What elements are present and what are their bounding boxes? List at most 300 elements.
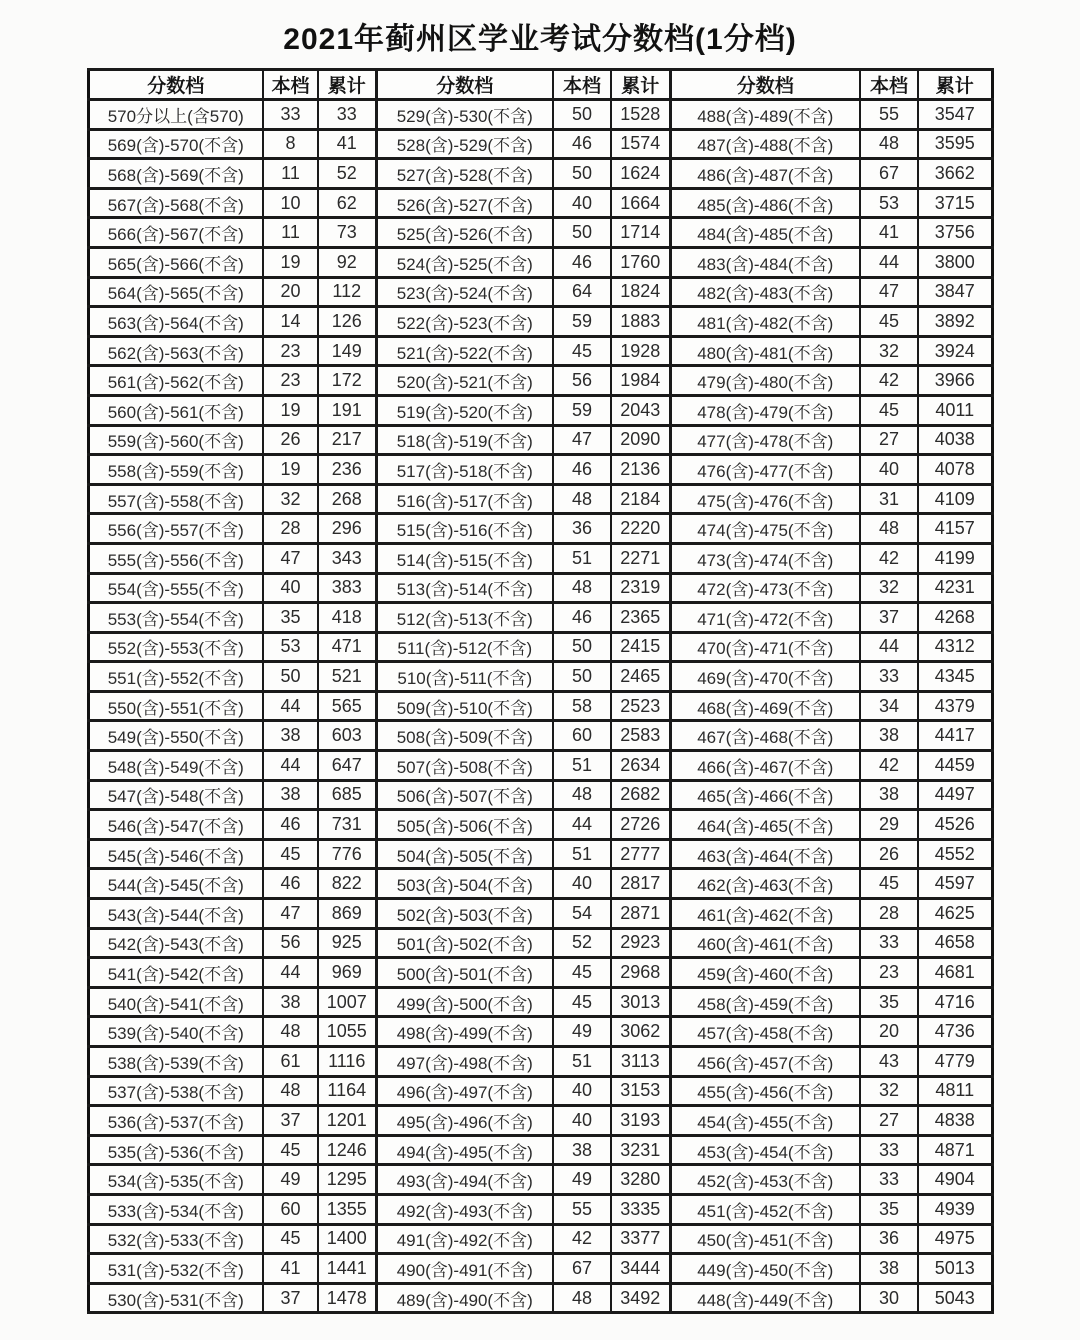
cumulative-cell: 3847 (918, 277, 992, 307)
cumulative-cell: 4109 (918, 484, 992, 514)
cumulative-cell: 3335 (611, 1194, 670, 1224)
table-row (88, 425, 992, 455)
cumulative-cell: 3547 (918, 100, 992, 130)
cumulative-cell: 2817 (611, 869, 670, 899)
count-cell: 47 (553, 425, 611, 455)
cumulative-cell: 236 (318, 455, 376, 485)
table-row (88, 188, 992, 218)
count-cell: 47 (860, 277, 918, 307)
cumulative-cell: 4268 (918, 603, 992, 633)
count-cell: 41 (263, 1254, 318, 1284)
count-cell: 64 (553, 277, 611, 307)
band-cell: 462(含)-463(不含) (670, 869, 860, 899)
band-cell: 488(含)-489(不含) (670, 100, 860, 130)
band-cell: 544(含)-545(不含) (88, 869, 263, 899)
count-cell: 32 (860, 1076, 918, 1106)
count-cell: 45 (860, 307, 918, 337)
band-cell: 567(含)-568(不含) (88, 188, 263, 218)
band-cell: 518(含)-519(不含) (376, 425, 553, 455)
band-cell: 493(含)-494(不含) (376, 1165, 553, 1195)
count-cell: 28 (263, 514, 318, 544)
count-cell: 49 (553, 1017, 611, 1047)
cumulative-cell: 1574 (611, 129, 670, 159)
band-cell: 471(含)-472(不含) (670, 603, 860, 633)
count-cell: 23 (263, 336, 318, 366)
cumulative-cell: 4736 (918, 1017, 992, 1047)
band-cell: 543(含)-544(不含) (88, 899, 263, 929)
band-cell: 561(含)-562(不含) (88, 366, 263, 396)
band-cell: 479(含)-480(不含) (670, 366, 860, 396)
band-cell: 560(含)-561(不含) (88, 395, 263, 425)
count-cell: 38 (860, 1254, 918, 1284)
band-cell: 530(含)-531(不含) (88, 1283, 263, 1313)
cumulative-cell: 1055 (318, 1017, 376, 1047)
table-row (88, 780, 992, 810)
band-cell: 527(含)-528(不含) (376, 159, 553, 189)
count-cell: 46 (553, 603, 611, 633)
cumulative-cell: 731 (318, 810, 376, 840)
cumulative-cell: 4625 (918, 899, 992, 929)
count-cell: 43 (860, 1047, 918, 1077)
cumulative-cell: 3377 (611, 1224, 670, 1254)
column-header-count-1: 本档 (263, 70, 318, 100)
cumulative-cell: 4658 (918, 928, 992, 958)
band-cell: 482(含)-483(不含) (670, 277, 860, 307)
cumulative-cell: 33 (318, 100, 376, 130)
count-cell: 44 (263, 691, 318, 721)
count-cell: 40 (553, 869, 611, 899)
band-cell: 517(含)-518(不含) (376, 455, 553, 485)
band-cell: 516(含)-517(不含) (376, 484, 553, 514)
table-row (88, 159, 992, 189)
cumulative-cell: 2319 (611, 573, 670, 603)
cumulative-cell: 2726 (611, 810, 670, 840)
table-row (88, 1047, 992, 1077)
count-cell: 55 (860, 100, 918, 130)
band-cell: 452(含)-453(不含) (670, 1165, 860, 1195)
count-cell: 45 (263, 839, 318, 869)
table-row (88, 1106, 992, 1136)
count-cell: 50 (553, 100, 611, 130)
cumulative-cell: 383 (318, 573, 376, 603)
table-row (88, 573, 992, 603)
cumulative-cell: 565 (318, 691, 376, 721)
count-cell: 11 (263, 218, 318, 248)
cumulative-cell: 4459 (918, 751, 992, 781)
table-row (88, 691, 992, 721)
table-row (88, 1283, 992, 1313)
band-cell: 564(含)-565(不含) (88, 277, 263, 307)
count-cell: 34 (860, 691, 918, 721)
band-cell: 454(含)-455(不含) (670, 1106, 860, 1136)
cumulative-cell: 1400 (318, 1224, 376, 1254)
count-cell: 19 (263, 455, 318, 485)
cumulative-cell: 126 (318, 307, 376, 337)
band-cell: 515(含)-516(不含) (376, 514, 553, 544)
cumulative-cell: 4871 (918, 1135, 992, 1165)
count-cell: 46 (553, 129, 611, 159)
band-cell: 495(含)-496(不含) (376, 1106, 553, 1136)
cumulative-cell: 3280 (611, 1165, 670, 1195)
cumulative-cell: 4312 (918, 632, 992, 662)
cumulative-cell: 1928 (611, 336, 670, 366)
cumulative-cell: 2043 (611, 395, 670, 425)
cumulative-cell: 1246 (318, 1135, 376, 1165)
cumulative-cell: 1295 (318, 1165, 376, 1195)
cumulative-cell: 1664 (611, 188, 670, 218)
cumulative-cell: 3062 (611, 1017, 670, 1047)
count-cell: 8 (263, 129, 318, 159)
count-cell: 28 (860, 899, 918, 929)
band-cell: 513(含)-514(不含) (376, 573, 553, 603)
count-cell: 48 (553, 780, 611, 810)
cumulative-cell: 3662 (918, 159, 992, 189)
band-cell: 494(含)-495(不含) (376, 1135, 553, 1165)
cumulative-cell: 4199 (918, 543, 992, 573)
band-cell: 541(含)-542(不含) (88, 958, 263, 988)
count-cell: 35 (860, 1194, 918, 1224)
band-cell: 501(含)-502(不含) (376, 928, 553, 958)
count-cell: 19 (263, 395, 318, 425)
count-cell: 40 (553, 1106, 611, 1136)
band-cell: 553(含)-554(不含) (88, 603, 263, 633)
band-cell: 528(含)-529(不含) (376, 129, 553, 159)
cumulative-cell: 603 (318, 721, 376, 751)
cumulative-cell: 4975 (918, 1224, 992, 1254)
count-cell: 19 (263, 247, 318, 277)
band-cell: 565(含)-566(不含) (88, 247, 263, 277)
cumulative-cell: 4497 (918, 780, 992, 810)
band-cell: 504(含)-505(不含) (376, 839, 553, 869)
count-cell: 33 (860, 928, 918, 958)
count-cell: 46 (553, 247, 611, 277)
band-cell: 450(含)-451(不含) (670, 1224, 860, 1254)
band-cell: 449(含)-450(不含) (670, 1254, 860, 1284)
cumulative-cell: 52 (318, 159, 376, 189)
cumulative-cell: 4779 (918, 1047, 992, 1077)
count-cell: 48 (860, 514, 918, 544)
count-cell: 50 (553, 159, 611, 189)
cumulative-cell: 1984 (611, 366, 670, 396)
cumulative-cell: 1116 (318, 1047, 376, 1077)
band-cell: 540(含)-541(不含) (88, 987, 263, 1017)
count-cell: 49 (263, 1165, 318, 1195)
table-row (88, 721, 992, 751)
count-cell: 61 (263, 1047, 318, 1077)
table-row (88, 100, 992, 130)
band-cell: 503(含)-504(不含) (376, 869, 553, 899)
cumulative-cell: 1883 (611, 307, 670, 337)
cumulative-cell: 3595 (918, 129, 992, 159)
table-row (88, 247, 992, 277)
count-cell: 42 (860, 543, 918, 573)
count-cell: 37 (860, 603, 918, 633)
count-cell: 41 (860, 218, 918, 248)
band-cell: 551(含)-552(不含) (88, 662, 263, 692)
band-cell: 466(含)-467(不含) (670, 751, 860, 781)
count-cell: 67 (860, 159, 918, 189)
count-cell: 11 (263, 159, 318, 189)
count-cell: 38 (263, 721, 318, 751)
count-cell: 44 (263, 958, 318, 988)
cumulative-cell: 2365 (611, 603, 670, 633)
band-cell: 532(含)-533(不含) (88, 1224, 263, 1254)
count-cell: 44 (860, 632, 918, 662)
cumulative-cell: 4526 (918, 810, 992, 840)
count-cell: 38 (263, 987, 318, 1017)
band-cell: 470(含)-471(不含) (670, 632, 860, 662)
count-cell: 35 (860, 987, 918, 1017)
count-cell: 37 (263, 1106, 318, 1136)
count-cell: 31 (860, 484, 918, 514)
cumulative-cell: 418 (318, 603, 376, 633)
band-cell: 556(含)-557(不含) (88, 514, 263, 544)
band-cell: 523(含)-524(不含) (376, 277, 553, 307)
band-cell: 486(含)-487(不含) (670, 159, 860, 189)
column-header-band-3: 分数档 (670, 70, 860, 100)
cumulative-cell: 3966 (918, 366, 992, 396)
count-cell: 40 (860, 455, 918, 485)
cumulative-cell: 2220 (611, 514, 670, 544)
band-cell: 448(含)-449(不含) (670, 1283, 860, 1313)
cumulative-cell: 3013 (611, 987, 670, 1017)
cumulative-cell: 1528 (611, 100, 670, 130)
band-cell: 492(含)-493(不含) (376, 1194, 553, 1224)
cumulative-cell: 647 (318, 751, 376, 781)
count-cell: 32 (860, 573, 918, 603)
band-cell: 456(含)-457(不含) (670, 1047, 860, 1077)
table-row (88, 928, 992, 958)
band-cell: 478(含)-479(不含) (670, 395, 860, 425)
band-cell: 562(含)-563(不含) (88, 336, 263, 366)
band-cell: 468(含)-469(不含) (670, 691, 860, 721)
count-cell: 48 (553, 573, 611, 603)
cumulative-cell: 2583 (611, 721, 670, 751)
count-cell: 20 (860, 1017, 918, 1047)
band-cell: 465(含)-466(不含) (670, 780, 860, 810)
band-cell: 557(含)-558(不含) (88, 484, 263, 514)
cumulative-cell: 869 (318, 899, 376, 929)
band-cell: 510(含)-511(不含) (376, 662, 553, 692)
band-cell: 453(含)-454(不含) (670, 1135, 860, 1165)
band-cell: 476(含)-477(不含) (670, 455, 860, 485)
band-cell: 490(含)-491(不含) (376, 1254, 553, 1284)
count-cell: 30 (860, 1283, 918, 1313)
band-cell: 519(含)-520(不含) (376, 395, 553, 425)
count-cell: 48 (263, 1076, 318, 1106)
cumulative-cell: 4838 (918, 1106, 992, 1136)
cumulative-cell: 4011 (918, 395, 992, 425)
cumulative-cell: 2090 (611, 425, 670, 455)
table-header-row (88, 70, 992, 100)
count-cell: 45 (263, 1224, 318, 1254)
cumulative-cell: 3153 (611, 1076, 670, 1106)
count-cell: 54 (553, 899, 611, 929)
count-cell: 45 (263, 1135, 318, 1165)
cumulative-cell: 1714 (611, 218, 670, 248)
count-cell: 51 (553, 543, 611, 573)
table-row (88, 1017, 992, 1047)
cumulative-cell: 3800 (918, 247, 992, 277)
count-cell: 48 (553, 484, 611, 514)
cumulative-cell: 217 (318, 425, 376, 455)
count-cell: 36 (860, 1224, 918, 1254)
band-cell: 542(含)-543(不含) (88, 928, 263, 958)
band-cell: 487(含)-488(不含) (670, 129, 860, 159)
cumulative-cell: 2871 (611, 899, 670, 929)
cumulative-cell: 4939 (918, 1194, 992, 1224)
cumulative-cell: 3715 (918, 188, 992, 218)
count-cell: 42 (553, 1224, 611, 1254)
cumulative-cell: 2777 (611, 839, 670, 869)
cumulative-cell: 1355 (318, 1194, 376, 1224)
column-header-count-2: 本档 (553, 70, 611, 100)
count-cell: 44 (553, 810, 611, 840)
band-cell: 467(含)-468(不含) (670, 721, 860, 751)
table-row (88, 514, 992, 544)
band-cell: 552(含)-553(不含) (88, 632, 263, 662)
band-cell: 491(含)-492(不含) (376, 1224, 553, 1254)
column-header-count-3: 本档 (860, 70, 918, 100)
count-cell: 51 (553, 751, 611, 781)
count-cell: 51 (553, 839, 611, 869)
band-cell: 539(含)-540(不含) (88, 1017, 263, 1047)
table-row (88, 1194, 992, 1224)
count-cell: 67 (553, 1254, 611, 1284)
band-cell: 535(含)-536(不含) (88, 1135, 263, 1165)
count-cell: 40 (553, 188, 611, 218)
table-row (88, 336, 992, 366)
table-row (88, 632, 992, 662)
count-cell: 55 (553, 1194, 611, 1224)
table-row (88, 484, 992, 514)
count-cell: 45 (553, 336, 611, 366)
count-cell: 49 (553, 1165, 611, 1195)
band-cell: 474(含)-475(不含) (670, 514, 860, 544)
count-cell: 60 (553, 721, 611, 751)
band-cell: 563(含)-564(不含) (88, 307, 263, 337)
cumulative-cell: 822 (318, 869, 376, 899)
count-cell: 38 (860, 780, 918, 810)
count-cell: 50 (553, 218, 611, 248)
count-cell: 38 (553, 1135, 611, 1165)
table-row (88, 958, 992, 988)
cumulative-cell: 2634 (611, 751, 670, 781)
count-cell: 23 (860, 958, 918, 988)
cumulative-cell: 3113 (611, 1047, 670, 1077)
cumulative-cell: 3193 (611, 1106, 670, 1136)
table-row (88, 839, 992, 869)
band-cell: 459(含)-460(不含) (670, 958, 860, 988)
band-cell: 534(含)-535(不含) (88, 1165, 263, 1195)
count-cell: 38 (860, 721, 918, 751)
band-cell: 538(含)-539(不含) (88, 1047, 263, 1077)
count-cell: 36 (553, 514, 611, 544)
table-row (88, 751, 992, 781)
table-row (88, 869, 992, 899)
count-cell: 42 (860, 366, 918, 396)
cumulative-cell: 1478 (318, 1283, 376, 1313)
count-cell: 14 (263, 307, 318, 337)
cumulative-cell: 3924 (918, 336, 992, 366)
cumulative-cell: 2136 (611, 455, 670, 485)
cumulative-cell: 1201 (318, 1106, 376, 1136)
cumulative-cell: 92 (318, 247, 376, 277)
column-header-cumulative-1: 累计 (318, 70, 376, 100)
table-row (88, 1254, 992, 1284)
count-cell: 32 (860, 336, 918, 366)
band-cell: 555(含)-556(不含) (88, 543, 263, 573)
band-cell: 554(含)-555(不含) (88, 573, 263, 603)
table-row (88, 899, 992, 929)
cumulative-cell: 925 (318, 928, 376, 958)
table-row (88, 1076, 992, 1106)
cumulative-cell: 2923 (611, 928, 670, 958)
band-cell: 463(含)-464(不含) (670, 839, 860, 869)
cumulative-cell: 2523 (611, 691, 670, 721)
count-cell: 26 (860, 839, 918, 869)
table-row (88, 603, 992, 633)
count-cell: 59 (553, 395, 611, 425)
table-row (88, 307, 992, 337)
band-cell: 497(含)-498(不含) (376, 1047, 553, 1077)
cumulative-cell: 776 (318, 839, 376, 869)
band-cell: 457(含)-458(不含) (670, 1017, 860, 1047)
band-cell: 496(含)-497(不含) (376, 1076, 553, 1106)
band-cell: 522(含)-523(不含) (376, 307, 553, 337)
count-cell: 52 (553, 928, 611, 958)
band-cell: 481(含)-482(不含) (670, 307, 860, 337)
band-cell: 508(含)-509(不含) (376, 721, 553, 751)
band-cell: 529(含)-530(不含) (376, 100, 553, 130)
band-cell: 509(含)-510(不含) (376, 691, 553, 721)
count-cell: 53 (860, 188, 918, 218)
band-cell: 526(含)-527(不含) (376, 188, 553, 218)
count-cell: 50 (263, 662, 318, 692)
count-cell: 33 (860, 662, 918, 692)
count-cell: 48 (553, 1283, 611, 1313)
count-cell: 40 (263, 573, 318, 603)
band-cell: 514(含)-515(不含) (376, 543, 553, 573)
cumulative-cell: 5013 (918, 1254, 992, 1284)
count-cell: 33 (263, 100, 318, 130)
cumulative-cell: 2271 (611, 543, 670, 573)
band-cell: 464(含)-465(不含) (670, 810, 860, 840)
cumulative-cell: 5043 (918, 1283, 992, 1313)
cumulative-cell: 4038 (918, 425, 992, 455)
count-cell: 44 (860, 247, 918, 277)
cumulative-cell: 1441 (318, 1254, 376, 1284)
cumulative-cell: 41 (318, 129, 376, 159)
cumulative-cell: 3756 (918, 218, 992, 248)
band-cell: 559(含)-560(不含) (88, 425, 263, 455)
cumulative-cell: 62 (318, 188, 376, 218)
band-cell: 485(含)-486(不含) (670, 188, 860, 218)
cumulative-cell: 2184 (611, 484, 670, 514)
cumulative-cell: 343 (318, 543, 376, 573)
cumulative-cell: 4345 (918, 662, 992, 692)
band-cell: 546(含)-547(不含) (88, 810, 263, 840)
cumulative-cell: 471 (318, 632, 376, 662)
cumulative-cell: 191 (318, 395, 376, 425)
band-cell: 484(含)-485(不含) (670, 218, 860, 248)
count-cell: 47 (263, 543, 318, 573)
count-cell: 45 (860, 395, 918, 425)
count-cell: 29 (860, 810, 918, 840)
band-cell: 568(含)-569(不含) (88, 159, 263, 189)
table-row (88, 277, 992, 307)
column-header-cumulative-2: 累计 (611, 70, 670, 100)
